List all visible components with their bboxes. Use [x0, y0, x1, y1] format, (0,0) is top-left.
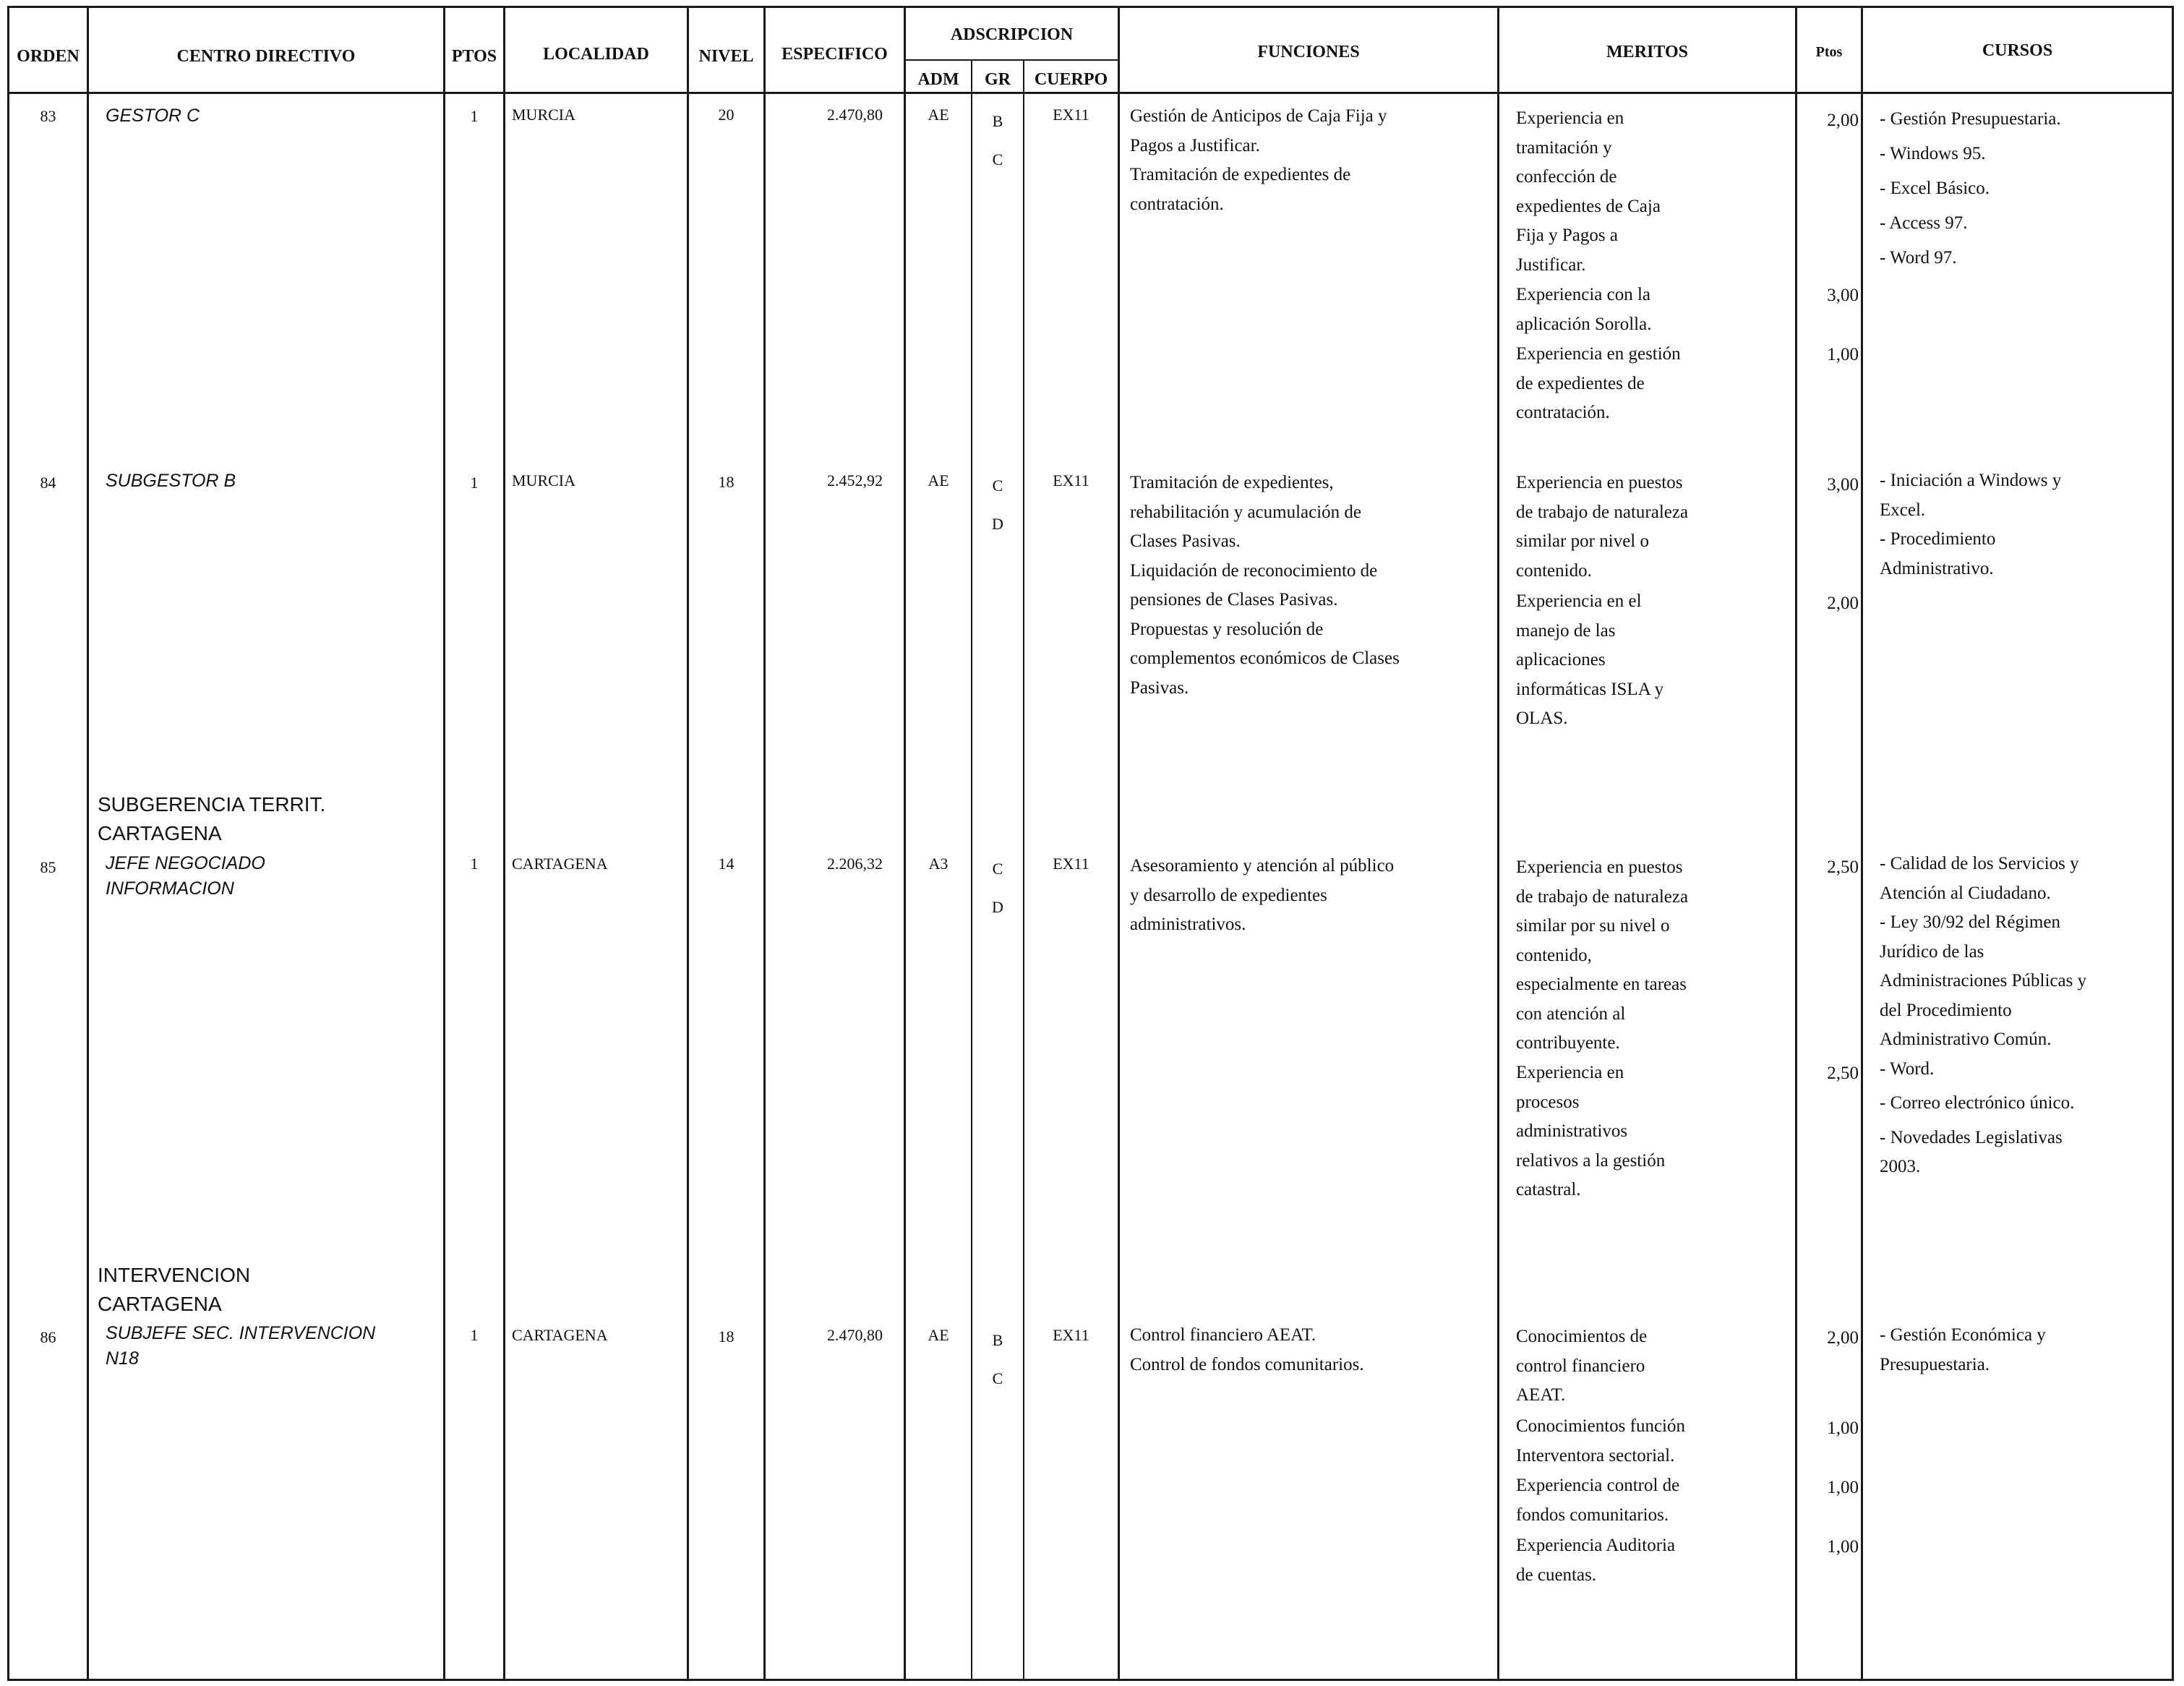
row-adm: AE	[928, 471, 949, 489]
merito-ptos: 2,00	[1827, 1328, 1859, 1348]
col-line	[7, 6, 9, 1681]
col-line	[904, 6, 906, 1681]
row-puesto: SUBJEFE SEC. INTERVENCION N18	[106, 1323, 376, 1369]
merito-ptos: 1,00	[1827, 1478, 1859, 1497]
row-orden: 85	[40, 858, 56, 876]
row-ptos: 1	[470, 107, 479, 125]
row-localidad: CARTAGENA	[512, 1326, 608, 1344]
row-ptos: 1	[470, 855, 479, 873]
merito-text: Conocimientos de control financiero AEAT.	[1516, 1327, 1648, 1405]
gr-value: D	[992, 898, 1003, 916]
table-border-bottom	[7, 1679, 2174, 1681]
section-heading: INTERVENCION CARTAGENA	[98, 1264, 251, 1315]
merito-text: Experiencia en gestión de expedientes de contratación.	[1516, 344, 1681, 422]
col-line	[1861, 6, 1863, 1681]
row-nivel: 20	[718, 106, 735, 124]
row-puesto: SUBGESTOR B	[106, 471, 236, 491]
row-ptos: 1	[470, 1326, 479, 1344]
merito-ptos: 3,00	[1827, 286, 1859, 305]
header-gr: GR	[985, 70, 1011, 89]
row-gr	[972, 850, 1023, 926]
merito-ptos: 1,00	[1827, 1537, 1859, 1557]
curso-item: - Novedades Legislativas 2003.	[1880, 1127, 2063, 1176]
header-meritos: MERITOS	[1606, 43, 1688, 61]
row-localidad: MURCIA	[512, 471, 576, 489]
row-cursos	[1880, 466, 2061, 583]
row-gr	[972, 102, 1023, 179]
col-line	[1118, 6, 1120, 1681]
merito-ptos: 1,00	[1827, 345, 1859, 364]
gr-value: D	[992, 515, 1003, 533]
row-orden: 84	[40, 474, 56, 492]
merito-text: Experiencia control de fondos comunitarios.	[1516, 1476, 1680, 1525]
col-line	[2172, 6, 2174, 1681]
row-cursos	[1880, 1321, 2046, 1379]
row-gr	[972, 1321, 1023, 1398]
row-adm: AE	[928, 1326, 949, 1344]
merito-text: Experiencia en puestos de trabajo de naturaleza similar por su nivel o contenido, especialmente en tareas con atención al contribuyente.	[1516, 857, 1689, 1053]
row-funciones: Tramitación de expedientes, rehabilitación y acumulación de Clases Pasivas. Liquidación de reconocimiento de pensiones de Clases Pasivas. Propuestas y resolución de complementos económicos de Clases Pasivas.	[1130, 473, 1400, 698]
table-border-top	[7, 6, 2174, 8]
gr-value: B	[992, 112, 1003, 130]
merito-ptos: 2,00	[1827, 111, 1859, 130]
header-cursos: CURSOS	[1982, 41, 2053, 60]
row-cuerpo: EX11	[1053, 855, 1089, 873]
header-orden: ORDEN	[17, 47, 80, 66]
row-especifico: 2.470,80	[827, 106, 883, 124]
row-nivel: 18	[718, 1327, 735, 1345]
header-ptos-meritos: Ptos	[1815, 44, 1843, 60]
col-line	[687, 6, 689, 1681]
col-line	[87, 6, 89, 1681]
row-orden: 86	[40, 1328, 56, 1346]
merito-text: Experiencia en procesos administrativos relativos a la gestión catastral.	[1516, 1063, 1666, 1199]
row-puesto: JEFE NEGOCIADO INFORMACION	[106, 853, 265, 899]
col-line	[763, 6, 766, 1681]
header-localidad: LOCALIDAD	[543, 45, 649, 64]
col-line	[1497, 6, 1499, 1681]
row-especifico: 2.206,32	[827, 855, 883, 873]
gr-value: B	[992, 1331, 1003, 1349]
header-cuerpo: CUERPO	[1034, 70, 1108, 89]
merito-text: Experiencia con la aplicación Sorolla.	[1516, 285, 1652, 334]
merito-ptos: 1,00	[1827, 1418, 1859, 1438]
row-ptos: 1	[470, 474, 479, 492]
adscripcion-sub-rule	[904, 59, 1119, 61]
merito-text: Experiencia en tramitación y confección de expedientes de Caja Fija y Pagos a Justificar.	[1516, 108, 1661, 275]
row-localidad: MURCIA	[512, 106, 576, 124]
header-especifico: ESPECIFICO	[781, 45, 888, 64]
curso-item: - Iniciación a Windows y Excel.	[1880, 471, 2062, 520]
row-cuerpo: EX11	[1053, 1326, 1089, 1344]
merito-text: Experiencia en puestos de trabajo de naturaleza similar por nivel o contenido.	[1516, 473, 1689, 581]
gr-value: C	[992, 860, 1003, 878]
row-cursos	[1880, 850, 2086, 1182]
curso-item: - Access 97.	[1880, 213, 1968, 233]
row-cursos	[1880, 102, 2061, 275]
header-adscripcion: ADSCRIPCION	[950, 25, 1074, 44]
curso-item: - Gestión Presupuestaria.	[1880, 109, 2061, 129]
header-ptos: PTOS	[451, 47, 497, 66]
section-heading: SUBGERENCIA TERRIT. CARTAGENA	[98, 793, 326, 844]
row-gr	[972, 466, 1023, 543]
row-localidad: CARTAGENA	[512, 855, 608, 873]
row-cuerpo: EX11	[1053, 106, 1089, 124]
merito-ptos: 2,50	[1827, 857, 1859, 877]
header-adm: ADM	[917, 70, 959, 89]
curso-item: - Excel Básico.	[1880, 179, 1990, 198]
row-adm: AE	[928, 106, 949, 124]
row-orden: 83	[40, 107, 56, 125]
gr-value: C	[992, 1369, 1003, 1387]
curso-item: - Word 97.	[1880, 248, 1957, 268]
row-nivel: 18	[718, 473, 735, 491]
row-cuerpo: EX11	[1053, 471, 1089, 489]
curso-item: - Ley 30/92 del Régimen Jurídico de las Administraciones Públicas y del Procedimiento Administrativo Común.	[1880, 912, 2087, 1049]
curso-item: - Procedimiento Administrativo.	[1880, 529, 1996, 578]
curso-item: - Windows 95.	[1880, 144, 1986, 163]
header-nivel: NIVEL	[698, 47, 754, 66]
merito-ptos: 3,00	[1827, 475, 1859, 495]
curso-item: - Calidad de los Servicios y Atención al Ciudadano.	[1880, 854, 2079, 903]
row-especifico: 2.470,80	[827, 1326, 883, 1344]
row-funciones: Asesoramiento y atención al público y desarrollo de expedientes administrativos.	[1130, 856, 1395, 934]
row-funciones: Gestión de Anticipos de Caja Fija y Pagos a Justificar. Tramitación de expedientes de contratación.	[1130, 106, 1387, 214]
merito-ptos: 2,00	[1827, 594, 1859, 613]
merito-text: Experiencia en el manejo de las aplicaciones informáticas ISLA y OLAS.	[1516, 591, 1664, 728]
header-funciones: FUNCIONES	[1257, 43, 1360, 61]
col-line	[503, 6, 505, 1681]
merito-ptos: 2,50	[1827, 1064, 1859, 1083]
header-centro-directivo: CENTRO DIRECTIVO	[176, 47, 356, 66]
row-especifico: 2.452,92	[827, 471, 883, 489]
row-adm: A3	[928, 855, 948, 873]
row-funciones: Control financiero AEAT. Control de fondos comunitarios.	[1130, 1325, 1364, 1374]
row-puesto: GESTOR C	[106, 106, 200, 126]
gr-value: C	[992, 476, 1003, 495]
gr-value: C	[992, 150, 1003, 168]
merito-text: Conocimientos función Interventora sectorial.	[1516, 1416, 1685, 1465]
header-bottom-rule	[7, 92, 2174, 94]
curso-item: - Correo electrónico único.	[1880, 1093, 2075, 1113]
row-nivel: 14	[718, 855, 735, 873]
col-line	[443, 6, 445, 1681]
curso-item: - Word.	[1880, 1058, 1935, 1079]
curso-item: - Gestión Económica y Presupuestaria.	[1880, 1325, 2046, 1374]
merito-text: Experiencia Auditoria de cuentas.	[1516, 1536, 1676, 1585]
